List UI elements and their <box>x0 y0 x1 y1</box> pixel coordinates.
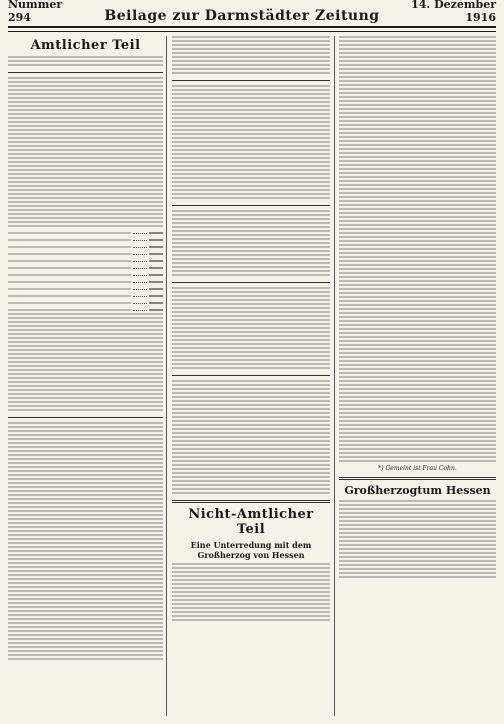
article-headline: Eine Unterredung mit dem Großherzog von Hessen <box>190 540 312 560</box>
list-item <box>8 278 163 285</box>
divider <box>172 80 330 81</box>
issue-number: Nummer 294 <box>8 0 63 24</box>
text-block <box>339 132 496 196</box>
column-1 <box>8 36 163 662</box>
text-block <box>172 210 330 250</box>
text-block <box>8 550 163 662</box>
text-block <box>8 422 163 550</box>
text-block <box>8 165 163 213</box>
text-block <box>172 36 330 76</box>
text-block <box>339 36 496 132</box>
text-block <box>172 347 330 371</box>
text-block <box>339 340 496 404</box>
text-block <box>172 250 330 278</box>
text-block <box>172 89 330 121</box>
column-2 <box>172 36 330 623</box>
text-block <box>339 300 496 340</box>
list-item <box>8 292 163 299</box>
text-block <box>339 440 496 464</box>
text-block <box>172 567 330 623</box>
text-block <box>172 291 330 347</box>
newspaper-title: Beilage zur Darmstädter Zeitung <box>104 8 380 24</box>
divider <box>8 417 163 418</box>
text-block <box>172 181 330 201</box>
list-item <box>8 243 163 250</box>
text-block <box>339 196 496 252</box>
footnote: *) Gemeint ist Frau Cohn. <box>378 465 457 472</box>
header-rule <box>8 31 496 32</box>
list-item <box>8 257 163 264</box>
divider-double <box>339 477 496 480</box>
divider <box>172 375 330 376</box>
divider <box>8 72 163 73</box>
text-block <box>172 121 330 133</box>
column-divider <box>334 36 335 716</box>
issue-date: 14. Dezember 1916 <box>411 0 496 24</box>
divider <box>172 205 330 206</box>
text-block <box>172 133 330 181</box>
text-block <box>172 472 330 496</box>
text-block <box>339 404 496 440</box>
list-item <box>8 236 163 243</box>
list-item <box>8 306 163 313</box>
text-block <box>8 217 163 229</box>
text-block <box>172 444 330 472</box>
list-item <box>8 250 163 257</box>
divider <box>172 282 330 283</box>
list-item <box>8 271 163 278</box>
page-header <box>8 0 496 28</box>
text-block <box>8 56 163 68</box>
text-block <box>8 377 163 413</box>
text-block <box>339 252 496 300</box>
list-item <box>8 229 163 236</box>
section-title-amtlicher-teil: Amtlicher Teil <box>30 38 141 53</box>
list-item <box>8 299 163 306</box>
list-item <box>8 285 163 292</box>
section-title-grossherzogtum-hessen: Großherzogtum Hessen <box>344 483 491 497</box>
column-3 <box>339 36 496 580</box>
text-block <box>339 508 496 580</box>
text-block <box>172 380 330 444</box>
text-block <box>8 313 163 377</box>
column-divider <box>166 36 167 716</box>
text-block <box>8 81 163 161</box>
section-title-nicht-amtlicher-teil: Nicht-Amtlicher Teil <box>188 507 314 537</box>
list-item <box>8 264 163 271</box>
divider-double <box>172 500 330 503</box>
